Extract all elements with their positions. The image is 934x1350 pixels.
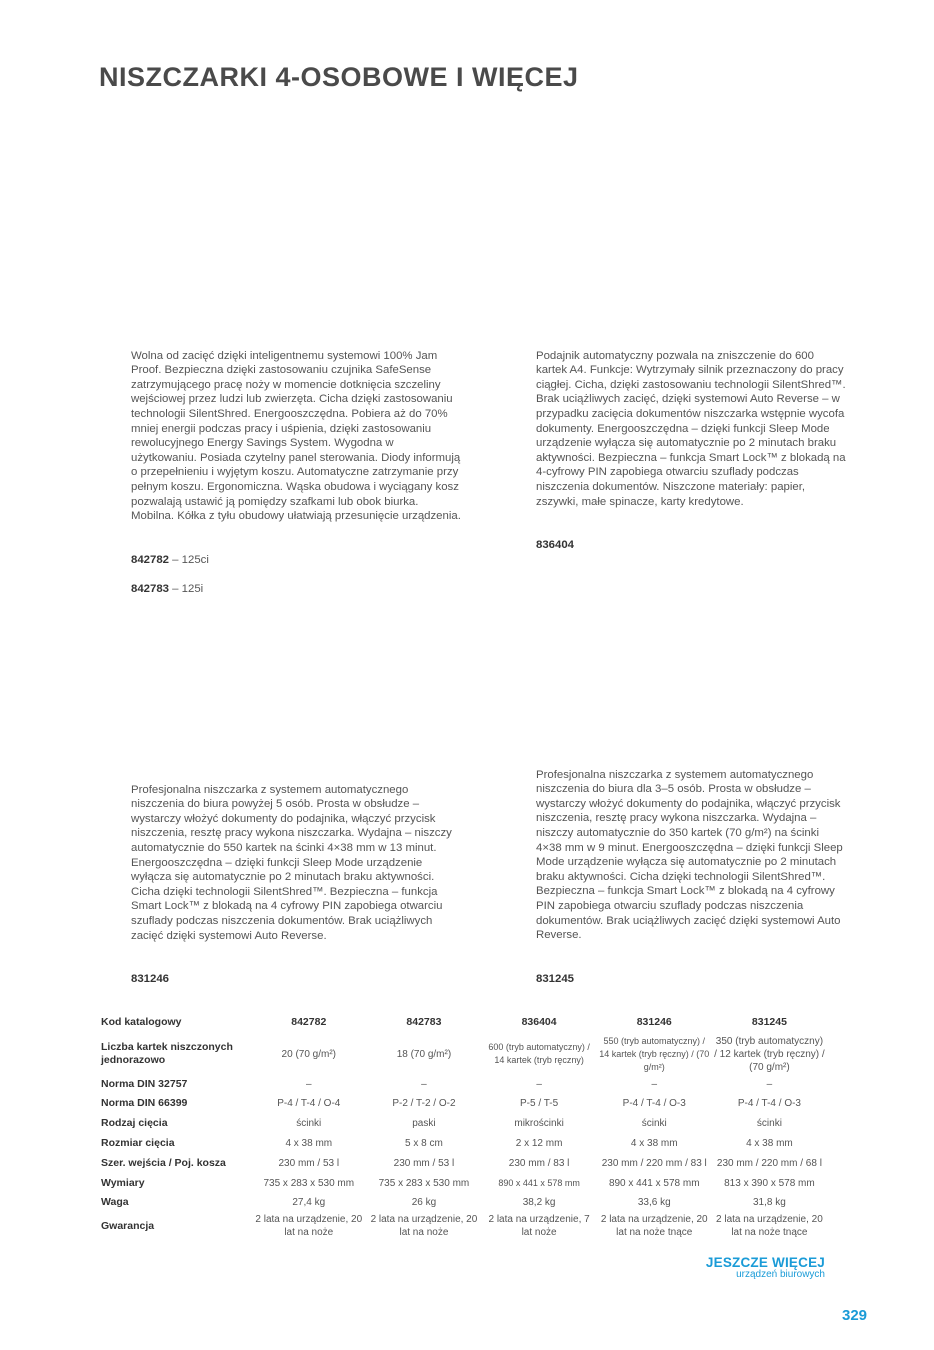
product-code-line — [536, 538, 846, 553]
table-cell: 890 x 441 x 578 mm — [608, 1177, 700, 1189]
table-row — [99, 1133, 827, 1153]
product-codes — [536, 524, 846, 568]
description-text: Podajnik automatyczny pozwala na zniszczenie do 600 kartek A4. Funkcje: Wytrzymały silnik przeznaczony do pracy ciągłej. Cicha, dzięki zastosowaniu technologii SilentShred™. Brak uciążliwych zacięć, dzięki systemowi Auto Reverse – w przypadku zacięcia dokumentów niszczarka wstępnie wycofa dokumenty. Energooszczędna – dzięki funkcji Sleep Mode urządzenie wyłącza się automatycznie po 2 minutach braku aktywności. Bezpieczna – funkcja Smart Lock™ z blokadą na 4-cyfrowy PIN zapobiega otwarciu szuflady podczas niszczenia dokumentów. Niszczone materiały: papier, zszywki, małe spinacze, karty kredytowe. — [536, 349, 846, 508]
product-code-line — [536, 972, 846, 987]
table-row — [99, 1093, 827, 1113]
header-cell: 831245 — [751, 1015, 787, 1028]
table-cell: 350 (tryb automatyczny) / 12 kartek (tryb ręczny) / (70 g/m²) — [714, 1035, 825, 1073]
table-cell: 813 x 390 x 578 mm — [724, 1177, 815, 1189]
table-cell: 230 mm / 83 l — [508, 1157, 570, 1169]
table-cell: ścinki — [296, 1117, 322, 1129]
row-label: Gwarancja — [101, 1219, 155, 1232]
table-cell: 735 x 283 x 530 mm — [263, 1177, 355, 1189]
table-cell: – — [536, 1079, 542, 1090]
row-label: Rozmiar cięcia — [101, 1136, 175, 1149]
catalog-code: 831246 — [131, 973, 170, 986]
header-cell: 842782 — [291, 1015, 327, 1028]
header-cell: Kod katalogowy — [101, 1015, 182, 1028]
table-cell: P-4 / T-4 / O-3 — [737, 1097, 801, 1109]
product-code-line — [131, 553, 461, 568]
product-codes — [131, 958, 461, 1002]
table-cell: 4 x 38 mm — [746, 1137, 793, 1149]
row-label: Liczba kartek niszczonych jednorazowo — [101, 1041, 233, 1066]
table-cell: 31,8 kg — [753, 1196, 786, 1208]
table-row — [99, 1193, 827, 1211]
table-cell: 4 x 38 mm — [630, 1137, 678, 1149]
product-description-831246 — [131, 768, 461, 1016]
table-cell: 550 (tryb automatyczny) / 14 kartek (tryb ręczny) / (70 g/m²) — [599, 1035, 710, 1072]
table-cell: 230 mm / 53 l — [278, 1157, 340, 1169]
product-description-842782 — [131, 334, 461, 626]
table-cell: P-4 / T-4 / O-4 — [277, 1097, 341, 1109]
table-cell: 890 x 441 x 578 mm — [498, 1177, 580, 1188]
header-cell: 831246 — [636, 1015, 672, 1028]
catalog-code: 836404 — [536, 539, 575, 552]
page-title: NISZCZARKI 4-OSOBOWE I WIĘCEJ — [99, 62, 579, 92]
description-text: Profesjonalna niszczarka z systemem automatycznego niszczenia do biura powyżej 5 osób. Prosta w obsłudze – wystarczy włożyć dokumenty do podajnika, włączyć przycisk niszczenia, resztę pracy wykona niszczarka. Wydajna – niszczy automatycznie do 550 kartek na ścinki 4×38 mm w 13 minut. Energooszczędna – dzięki funkcji Sleep Mode urządzenie wyłącza się automatycznie po 2 minutach braku aktywności. Cicha dzięki technologii SilentShred™. Bezpieczna – funkcja Smart Lock™ z blokadą na 4 cyfrowy PIN zapobiega otwarciu szuflady podczas niszczenia dokumentów. Brak uciążliwych zacięć dzięki systemowi Auto Reverse. — [131, 783, 452, 942]
table-cell: 27,4 kg — [292, 1196, 326, 1208]
table-cell: 2 lata na urządzenie, 20 lat na noże tnące — [716, 1214, 823, 1238]
table-cell: 20 (70 g/m²) — [281, 1048, 337, 1060]
table-cell: 2 lata na urządzenie, 7 lat noże — [488, 1214, 590, 1238]
catalog-code: 842782 — [131, 553, 170, 566]
product-description-831245 — [536, 753, 846, 1016]
table-cell: P-5 / T-5 — [520, 1097, 559, 1109]
product-codes — [131, 538, 461, 611]
more-devices-link[interactable] — [640, 1255, 825, 1280]
table-row — [99, 1032, 827, 1076]
table-cell: ścinki — [641, 1117, 667, 1129]
row-label: Rodzaj cięcia — [101, 1116, 168, 1129]
table-cell: 2 lata na urządzenie, 20 lat na noże tnące — [600, 1214, 708, 1238]
product-description-836404 — [536, 334, 846, 582]
table-row — [99, 1173, 827, 1193]
table-cell: 2 x 12 mm — [515, 1137, 563, 1149]
table-cell: 5 x 8 cm — [405, 1137, 443, 1149]
product-code-line — [131, 972, 461, 987]
row-label: Norma DIN 66399 — [101, 1096, 188, 1109]
spec-table — [99, 1012, 827, 1241]
table-cell: 38,2 kg — [522, 1196, 556, 1208]
description-text: Profesjonalna niszczarka z systemem automatycznego niszczenia do biura dla 3–5 osób. Prosta w obsłudze – wystarczy włożyć dokumenty do podajnika, włączyć przycisk niszczenia, resztę pracy wykona niszczarka. Wydajna – niszczy automatycznie do 350 kartek (70 g/m²) na ścinki 4×38 mm w 9 minut. Energooszczędna – dzięki funkcji Sleep Mode urządzenie wyłącza się automatycznie po 2 minutach braku aktywności. Cicha dzięki technologii SilentShred™. Bezpieczna – funkcja Smart Lock™ z blokadą na 4 cyfrowy PIN zapobiega otwarciu szuflady podczas niszczenia dokumentów. Brak uciążliwych zacięć dzięki systemowi Auto Reverse. — [536, 768, 843, 942]
table-row — [99, 1153, 827, 1173]
table-cell: ścinki — [756, 1117, 782, 1129]
description-text: Wolna od zacięć dzięki inteligentnemu systemowi 100% Jam Proof. Bezpieczna dzięki zastosowaniu czujnika SafeSense zatrzymującego pracę noży w momencie dotknięcia szczeliny wejściowej przez ludzi lub zwierzęta. Cicha dzięki zastosowaniu technologii SilentShred. Energooszczędna. Pobiera aż do 70% mniej energii podczas pracy i uśpienia, dzięki zastosowaniu rewolucyjnego Energy Savings System. Wygodna w użytkowaniu. Posiada czytelny panel sterowania. Diody informują o przepełnieniu i wyjętym koszu. Automatyczne zatrzymanie przy pełnym koszu. Ergonomiczna. Wąska obudowa i wyciągany kosz pozwalają ustawić ją pomiędzy szafkami lub obok biurka. Mobilna. Kółka z tyłu obudowy ułatwiają przesunięcie urządzenia. — [131, 349, 461, 523]
catalog-code: 831245 — [536, 972, 575, 985]
table-cell: paski — [412, 1117, 436, 1129]
page-number: 329 — [842, 1307, 868, 1324]
model-name: – 125i — [169, 583, 204, 596]
row-label: Szer. wejścia / Poj. kosza — [101, 1156, 226, 1169]
row-label: Norma DIN 32757 — [101, 1078, 188, 1090]
table-cell: 2 lata na urządzenie, 20 lat na noże — [255, 1214, 363, 1238]
row-label: Waga — [101, 1195, 129, 1208]
product-codes — [536, 957, 846, 1001]
table-cell: 2 lata na urządzenie, 20 lat na noże — [370, 1214, 478, 1238]
table-cell: 230 mm / 220 mm / 68 l — [716, 1157, 822, 1169]
table-cell: 600 (tryb automatyczny) / 14 kartek (tryb ręczny) — [488, 1042, 590, 1065]
table-cell: 26 kg — [411, 1196, 437, 1208]
table-cell: 230 mm / 220 mm / 83 l — [601, 1157, 707, 1169]
table-cell: – — [421, 1079, 427, 1090]
table-cell: 4 x 38 mm — [285, 1137, 333, 1149]
header-cell: 842783 — [406, 1015, 442, 1028]
table-cell: 230 mm / 53 l — [393, 1157, 455, 1169]
model-name: – 125ci — [169, 553, 209, 566]
row-label: Wymiary — [101, 1176, 145, 1189]
table-cell: 33,6 kg — [637, 1196, 671, 1208]
table-cell: 18 (70 g/m²) — [396, 1048, 452, 1060]
more-subtitle: urządzeń biurowych — [736, 1269, 825, 1280]
table-cell: P-4 / T-4 / O-3 — [622, 1097, 686, 1109]
table-row — [99, 1076, 827, 1093]
table-cell: 735 x 283 x 530 mm — [378, 1177, 470, 1189]
table-cell: – — [651, 1079, 658, 1090]
table-cell: – — [766, 1079, 773, 1090]
table-row — [99, 1211, 827, 1241]
product-code-line — [131, 582, 461, 597]
more-title: JESZCZE WIĘCEJ — [705, 1255, 825, 1270]
header-cell: 836404 — [521, 1015, 557, 1028]
catalog-code: 842783 — [131, 583, 170, 596]
table-cell: – — [306, 1079, 312, 1090]
table-row — [99, 1113, 827, 1133]
spec-table-header — [99, 1012, 827, 1032]
table-cell: mikrościnki — [514, 1117, 564, 1129]
table-cell: P-2 / T-2 / O-2 — [392, 1097, 456, 1109]
